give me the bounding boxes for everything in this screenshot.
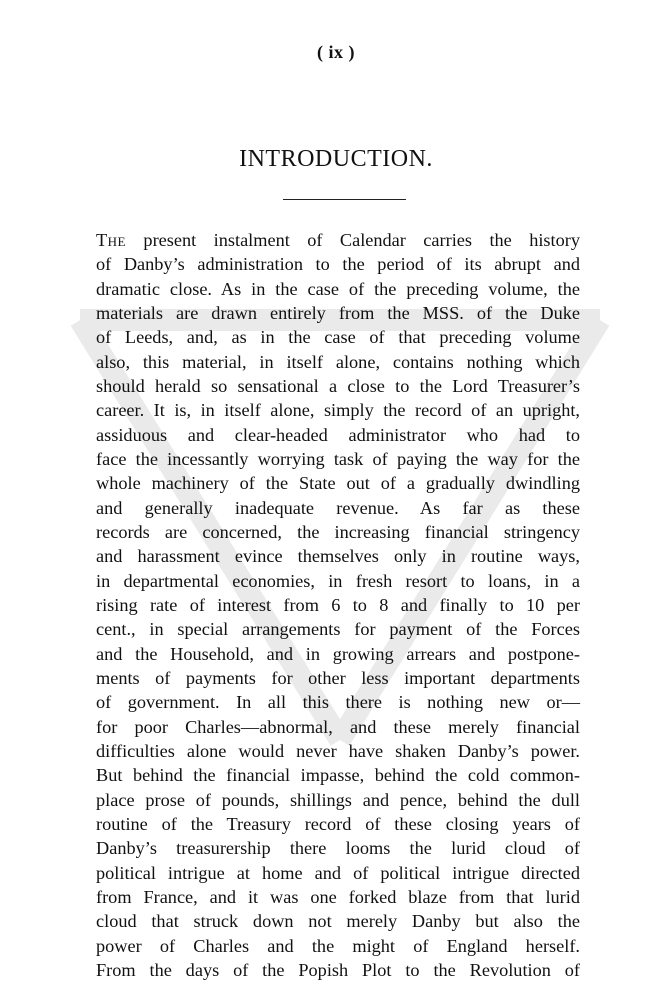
text-line <box>96 325 580 349</box>
line-text: career. It is, in itself alone, simply the record of an upright, <box>96 400 580 421</box>
line-text: for poor Charles—abnormal, and these merely financial <box>96 716 580 737</box>
line-text: But behind the financial impasse, behind the cold common- <box>96 765 580 786</box>
line-text: and harassment evince themselves only in routine ways, <box>96 546 580 567</box>
text-line <box>96 836 580 860</box>
text-line <box>96 909 580 933</box>
text-line <box>96 569 580 593</box>
line-text: records are concerned, the increasing financial stringency <box>96 521 580 542</box>
text-line <box>96 715 580 739</box>
line-text: whole machinery of the State out of a gradually dwindling <box>96 473 580 494</box>
line-text: dramatic close. As in the case of the preceding volume, the <box>96 278 580 299</box>
line-text: From the days of the Popish Plot to the Revolution of <box>96 959 580 980</box>
text-line <box>96 374 580 398</box>
text-line <box>96 958 580 982</box>
line-text: from France, and it was one forked blaze from that lurid <box>96 886 580 907</box>
text-line <box>96 934 580 958</box>
text-line <box>96 739 580 763</box>
line-text: should herald so sensational a close to the Lord Treasurer’s <box>96 375 580 396</box>
line-text: of government. In all this there is nothing new or— <box>96 692 580 713</box>
page-number: ( ix ) <box>317 42 355 62</box>
text-line <box>96 690 580 714</box>
line-text: power of Charles and the might of England herself. <box>96 935 580 956</box>
text-line <box>96 496 580 520</box>
line-text: routine of the Treasury record of these closing years of <box>96 813 580 834</box>
body-text <box>96 228 580 982</box>
line-text: and generally inadequate revenue. As far as these <box>96 497 580 518</box>
text-line <box>96 593 580 617</box>
line-text: assiduous and clear-headed administrator who had to <box>96 424 580 445</box>
line-text: political intrigue at home and of political intrigue directed <box>96 862 580 883</box>
opening-word: The <box>96 230 126 250</box>
chapter-title: INTRODUCTION. <box>239 146 433 172</box>
line-text: present instalment of Calendar carries the history <box>126 230 580 250</box>
text-line <box>96 617 580 641</box>
line-text: of Leeds, and, as in the case of that preceding volume <box>96 327 580 348</box>
text-line <box>96 861 580 885</box>
text-line <box>96 350 580 374</box>
line-text: in departmental economies, in fresh resort to loans, in a <box>96 570 580 591</box>
line-text: difficulties alone would never have shaken Danby’s power. <box>96 740 580 761</box>
text-line <box>96 398 580 422</box>
text-line <box>96 228 580 252</box>
text-line <box>96 471 580 495</box>
text-line <box>96 277 580 301</box>
text-line <box>96 642 580 666</box>
line-text: place prose of pounds, shillings and pence, behind the dull <box>96 789 580 810</box>
text-line <box>96 885 580 909</box>
text-line <box>96 763 580 787</box>
line-text: of Danby’s administration to the period of its abrupt and <box>96 254 580 275</box>
line-text: rising rate of interest from 6 to 8 and finally to 10 per <box>96 594 580 615</box>
line-text: and the Household, and in growing arrears and postpone- <box>96 643 580 664</box>
text-line <box>96 812 580 836</box>
line-text: face the incessantly worrying task of paying the way for the <box>96 448 580 469</box>
line-text: materials are drawn entirely from the MSS. of the Duke <box>96 302 580 323</box>
text-line <box>96 788 580 812</box>
text-line <box>96 544 580 568</box>
text-line <box>96 423 580 447</box>
line-text: ments of payments for other less important departments <box>96 667 580 688</box>
text-line <box>96 666 580 690</box>
text-line <box>96 520 580 544</box>
line-text: Danby’s treasurership there looms the lurid cloud of <box>96 838 580 859</box>
title-divider-rule <box>283 199 406 200</box>
line-text: cent., in special arrangements for payment of the Forces <box>96 619 580 640</box>
line-text: cloud that struck down not merely Danby but also the <box>96 911 580 932</box>
text-line <box>96 301 580 325</box>
text-line <box>96 252 580 276</box>
line-text: also, this material, in itself alone, contains nothing which <box>96 351 580 372</box>
text-line <box>96 447 580 471</box>
